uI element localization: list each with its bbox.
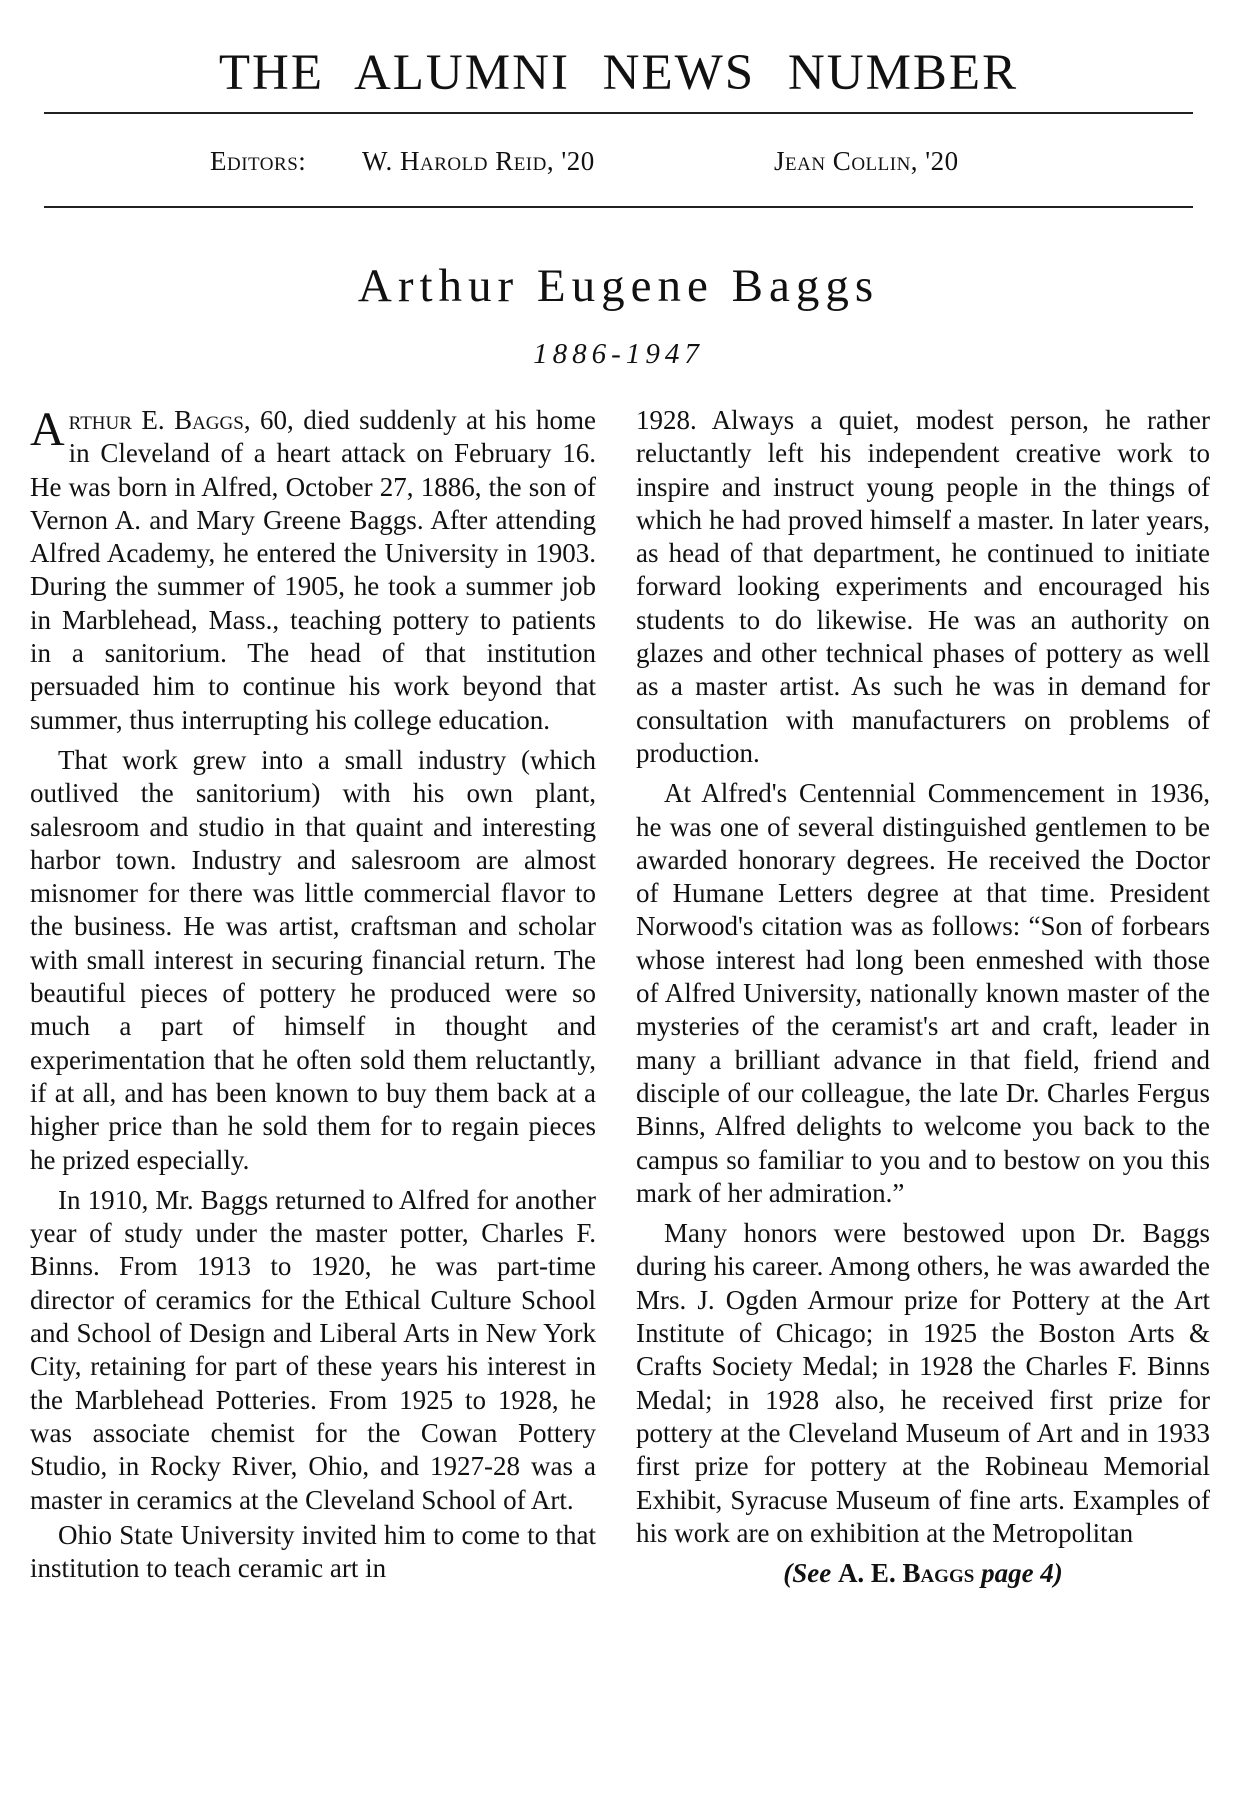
left-column	[30, 404, 596, 1592]
paragraph-1-text: , 60, died suddenly at his home in Cleveland of a heart attack on February 16. He was born in Alfred, October 27, 1886, the son of Vernon A. and Mary Greene Baggs. After attending Alfred Academy, he entered the University in 1903. During the summer of 1905, he took a summer job in Marblehead, Mass., teaching pottery to patients in a sanitorium. The head of that institution persuaded him to continue his work beyond that summer, thus interrupting his college education.	[30, 405, 596, 735]
masthead-title: THE ALUMNI NEWS NUMBER	[218, 45, 1019, 101]
drop-cap: A	[30, 403, 65, 456]
paragraph-3: In 1910, Mr. Baggs returned to Alfred for another year of study under the master potter, Charles F. Binns. From 1913 to 1920, he was part-time director of ceramics for the Ethical Culture School and School of Design and Liberal Arts in New York City, retaining for part of these years his interest in the Marblehead Potteries. From 1925 to 1928, he was associate chemist for the Cowan Pottery Studio, in Rocky River, Ohio, and 1927-28 was a master in ceramics at the Cleveland School of Art.	[30, 1184, 596, 1515]
lead-name: rthur E. Baggs	[68, 405, 244, 435]
paragraph-2: That work grew into a small industry (which outlived the sanitorium) with his own plant, salesroom and studio in that quaint and interesting harbor town. Industry and salesroom are almost misnomer for there was little commercial flavor to the business. He was artist, craftsman and scholar with small interest in securing financial return. The beautiful pieces of pottery he produced were so much a part of himself in thought and experimentation that he often sold them reluctantly, if at all, and has been known to buy them back at a higher price than he sold them for to regain pieces he prized especially.	[30, 744, 596, 1175]
editors-line	[44, 146, 1193, 186]
paragraph-1	[30, 404, 596, 737]
bottom-rule-divider	[44, 206, 1193, 208]
continued-name: A. E. Baggs	[837, 1558, 975, 1589]
article-dates: 1886-1947	[533, 338, 704, 370]
top-rule-divider	[44, 112, 1193, 114]
continued-page: page 4)	[981, 1558, 1063, 1589]
right-column	[636, 404, 1210, 1597]
paragraph-6: Many honors were bestowed upon Dr. Baggs during his career. Among others, he was awarded the Mrs. J. Ogden Armour prize for Pottery at the Art Institute of Chicago; in 1925 the Boston Arts & Crafts Society Medal; in 1928 the Charles F. Binns Medal; in 1928 also, he received first prize for pottery at the Cleveland Museum of Art and in 1933 first prize for pottery at the Robineau Memorial Exhibit, Syracuse Museum of fine arts. Examples of his work are on exhibition at the Metropolitan	[636, 1218, 1210, 1548]
continued-see: (See	[783, 1558, 832, 1589]
article-title: Arthur Eugene Baggs	[357, 260, 880, 312]
editors-label: Editors:	[210, 146, 307, 176]
paragraph-4: Ohio State University invited him to come to that institution to teach ceramic art in	[30, 1519, 596, 1584]
paragraph-5: At Alfred's Centennial Commencement in 1936, he was one of several distinguished gentlemen to be awarded honorary degrees. He received the Doctor of Humane Letters degree at that time. President Norwood's citation was as follows: “Son of forbears whose interest had long been enmeshed with those of Alfred University, nationally known master of the mysteries of the ceramist's art and craft, leader in many a brilliant advance in that field, friend and disciple of our colleague, the late Dr. Charles Fergus Binns, Alfred delights to welcome you back to the campus so familiar to you and to bestow on you this mark of her admiration.”	[636, 778, 1210, 1208]
continued-reference	[636, 1557, 1210, 1590]
paragraph-4-continued: 1928. Always a quiet, modest person, he rather reluctantly left his independent creative work to inspire and instruct young people in the things of which he had proved himself a master. In later years, as head of that department, he continued to initiate forward looking experiments and encouraged his students to do likewise. He was an authority on glazes and other technical phases of pottery as well as a master artist. As such he was in demand for consultation with manufacturers on problems of production.	[636, 405, 1210, 768]
editor-name-1: W. Harold Reid, '20	[362, 146, 595, 176]
editor-name-2: Jean Collin, '20	[774, 146, 959, 176]
